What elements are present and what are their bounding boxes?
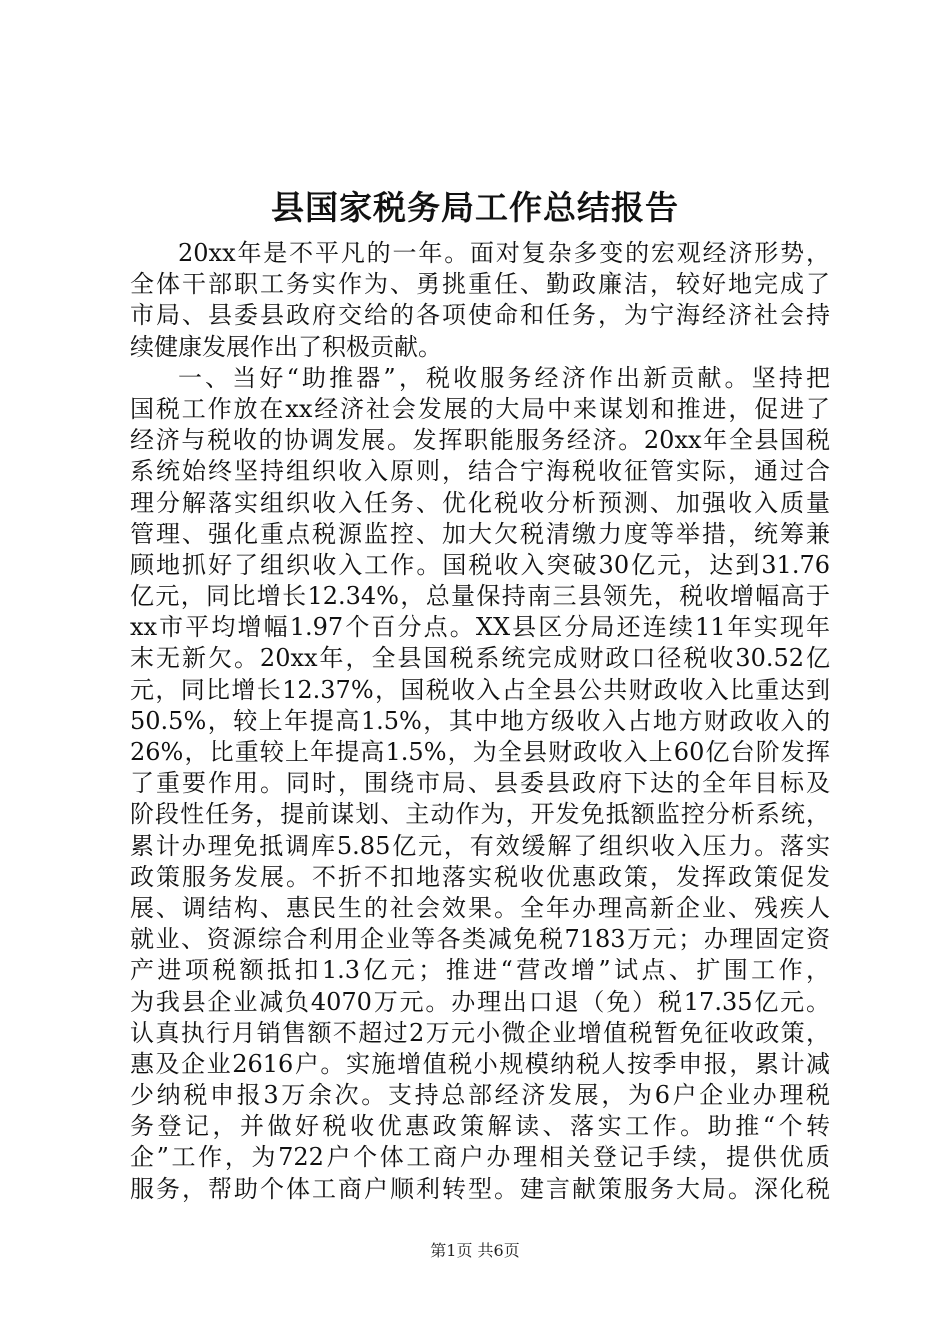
body-line: xx市平均增幅1.97个百分点。XX县区分局还连续11年实现年 xyxy=(130,613,830,642)
body-line: 20xx年是不平凡的一年。面对复杂多变的宏观经济形势， xyxy=(178,239,830,267)
body-line: 经济与税收的协调发展。发挥职能服务经济。20xx年全县国税 xyxy=(130,426,830,455)
body-line: 认真执行月销售额不超过2万元小微企业增值税暂免征收政策， xyxy=(130,1018,830,1047)
body-line: 元，同比增长12.37%，国税收入占全县公共财政收入比重达到 xyxy=(130,675,830,704)
body-line: 50.5%，较上年提高1.5%，其中地方级收入占地方财政收入的 xyxy=(130,706,830,735)
body-line: 累计办理免抵调库5.85亿元，有效缓解了组织收入压力。落实 xyxy=(130,831,830,860)
body-line: 26%，比重较上年提高1.5%，为全县财政收入上60亿台阶发挥 xyxy=(130,738,830,766)
body-line: 为我县企业减负4070万元。办理出口退（免）税17.35亿元。 xyxy=(130,987,830,1016)
body-line: 了重要作用。同时，围绕市局、县委县政府下达的全年目标及 xyxy=(130,769,830,798)
body-line: 续健康发展作出了积极贡献。 xyxy=(130,332,442,361)
body-line: 产进项税额抵扣1.3亿元；推进“营改增”试点、扩围工作， xyxy=(130,956,830,985)
body-line: 管理、强化重点税源监控、加大欠税清缴力度等举措，统筹兼 xyxy=(130,519,830,548)
body-line: 理分解落实组织收入任务、优化税收分析预测、加强收入质量 xyxy=(130,488,830,517)
page-footer: 第1页 共6页 xyxy=(430,1241,520,1260)
body-line: 国税工作放在xx经济社会发展的大局中来谋划和推进，促进了 xyxy=(130,394,830,423)
body-line: 一、当好“助推器”，税收服务经济作出新贡献。坚持把 xyxy=(178,363,830,392)
body-line: 顾地抓好了组织收入工作。国税收入突破30亿元，达到31.76 xyxy=(130,550,830,579)
body-line: 亿元，同比增长12.34%，总量保持南三县领先，税收增幅高于 xyxy=(130,582,830,611)
body-line: 就业、资源综合利用企业等各类减免税7183万元；办理固定资 xyxy=(130,925,830,954)
body-line: 系统始终坚持组织收入原则，结合宁海税收征管实际，通过合 xyxy=(130,457,830,486)
document-title: 县国家税务局工作总结报告 xyxy=(271,188,679,227)
document-body xyxy=(130,238,830,1205)
body-line: 少纳税申报3万余次。支持总部经济发展，为6户企业办理税 xyxy=(130,1081,830,1110)
body-line: 市局、县委县政府交给的各项使命和任务，为宁海经济社会持 xyxy=(130,301,830,330)
body-line: 务登记，并做好税收优惠政策解读、落实工作。助推“个转 xyxy=(130,1112,830,1141)
body-line: 末无新欠。20xx年，全县国税系统完成财政口径税收30.52亿 xyxy=(130,644,830,673)
body-line: 阶段性任务，提前谋划、主动作为，开发免抵额监控分析系统， xyxy=(130,800,830,829)
body-line: 惠及企业2616户。实施增值税小规模纳税人按季申报，累计减 xyxy=(130,1049,830,1078)
body-line: 全体干部职工务实作为、勇挑重任、勤政廉洁，较好地完成了 xyxy=(130,270,830,299)
body-line: 政策服务发展。不折不扣地落实税收优惠政策，发挥政策促发 xyxy=(130,862,830,891)
body-line: 企”工作，为722户个体工商户办理相关登记手续，提供优质 xyxy=(130,1143,830,1172)
body-line: 服务，帮助个体工商户顺利转型。建言献策服务大局。深化税 xyxy=(130,1174,830,1203)
body-line: 展、调结构、惠民生的社会效果。全年办理高新企业、残疾人 xyxy=(130,893,830,922)
